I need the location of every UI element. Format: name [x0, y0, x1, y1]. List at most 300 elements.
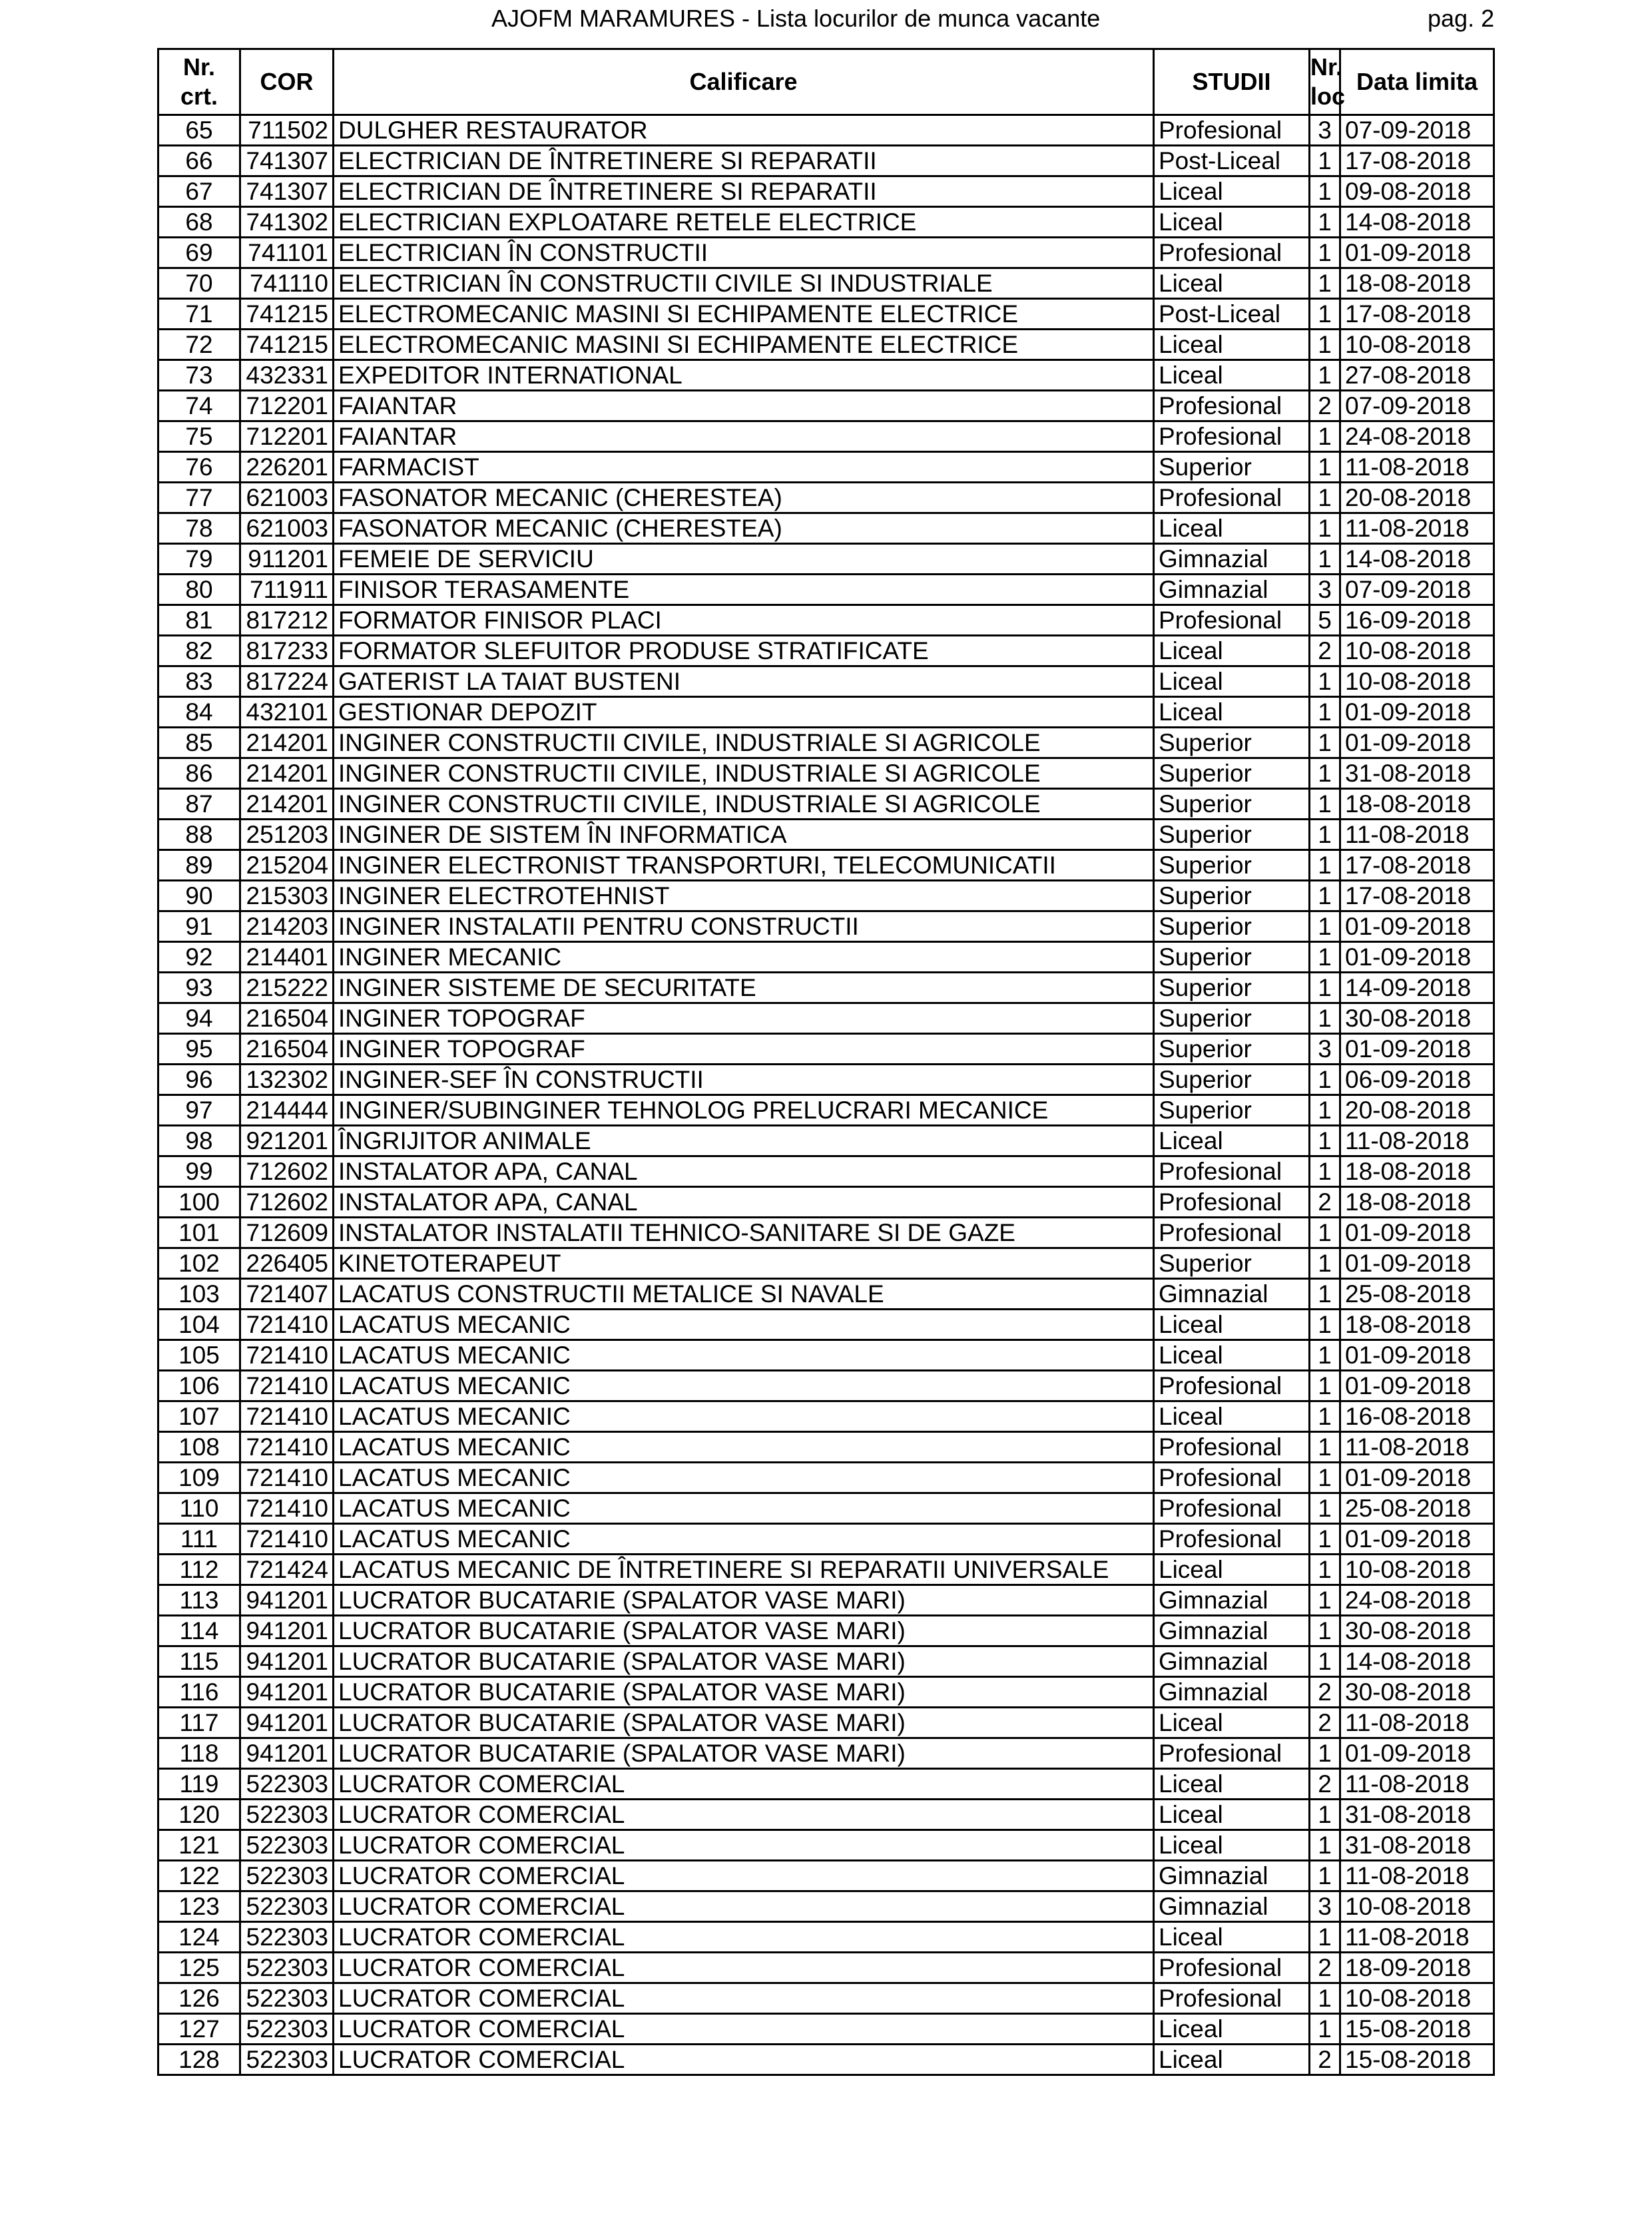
cell-calificare: KINETOTERAPEUT	[334, 1248, 1154, 1279]
table-row	[158, 1401, 1494, 1432]
cell-studii: Liceal	[1154, 697, 1310, 728]
cell-calificare: LUCRATOR COMERCIAL	[334, 2045, 1154, 2075]
cell-calificare: FINISOR TERASAMENTE	[334, 575, 1154, 605]
cell-cor: 522303	[240, 1953, 334, 1983]
cell-data-limita: 31-08-2018	[1340, 1830, 1494, 1861]
cell-studii: Gimnazial	[1154, 575, 1310, 605]
cell-studii: Profesional	[1154, 391, 1310, 421]
column-header-loc-line2: loc	[1310, 83, 1346, 110]
cell-studii: Profesional	[1154, 1493, 1310, 1524]
cell-studii: Liceal	[1154, 207, 1310, 238]
cell-nr-crt: 86	[158, 758, 240, 789]
cell-calificare: LUCRATOR COMERCIAL	[334, 1953, 1154, 1983]
cell-calificare: LACATUS MECANIC	[334, 1524, 1154, 1555]
cell-nr-crt: 75	[158, 421, 240, 452]
cell-calificare: INGINER MECANIC	[334, 942, 1154, 973]
cell-nr-crt: 82	[158, 636, 240, 666]
cell-studii: Liceal	[1154, 2045, 1310, 2075]
cell-data-limita: 30-08-2018	[1340, 1677, 1494, 1708]
cell-data-limita: 11-08-2018	[1340, 820, 1494, 850]
cell-nr-loc: 1	[1310, 1126, 1340, 1156]
cell-nr-loc: 1	[1310, 1585, 1340, 1616]
cell-studii: Profesional	[1154, 1432, 1310, 1463]
table-row	[158, 1065, 1494, 1095]
cell-data-limita: 17-08-2018	[1340, 850, 1494, 881]
table-row	[158, 605, 1494, 636]
cell-data-limita: 01-09-2018	[1340, 697, 1494, 728]
cell-calificare: LACATUS MECANIC	[334, 1493, 1154, 1524]
cell-studii: Profesional	[1154, 1218, 1310, 1248]
cell-cor: 941201	[240, 1585, 334, 1616]
cell-data-limita: 10-08-2018	[1340, 636, 1494, 666]
cell-nr-crt: 71	[158, 299, 240, 330]
table-row	[158, 1524, 1494, 1555]
cell-nr-loc: 1	[1310, 911, 1340, 942]
table-row	[158, 1953, 1494, 1983]
cell-nr-loc: 1	[1310, 544, 1340, 575]
table-row	[158, 1922, 1494, 1953]
table-row	[158, 575, 1494, 605]
cell-calificare: LUCRATOR BUCATARIE (SPALATOR VASE MARI)	[334, 1738, 1154, 1769]
table-row	[158, 146, 1494, 176]
cell-calificare: INGINER CONSTRUCTII CIVILE, INDUSTRIALE SI AGRICOLE	[334, 789, 1154, 820]
cell-nr-crt: 72	[158, 330, 240, 360]
cell-nr-loc: 1	[1310, 1463, 1340, 1493]
table-row	[158, 1279, 1494, 1310]
cell-studii: Superior	[1154, 789, 1310, 820]
cell-calificare: LUCRATOR COMERCIAL	[334, 1983, 1154, 2014]
cell-data-limita: 10-08-2018	[1340, 1983, 1494, 2014]
cell-nr-crt: 70	[158, 268, 240, 299]
cell-cor: 712609	[240, 1218, 334, 1248]
cell-nr-crt: 77	[158, 483, 240, 513]
cell-nr-loc: 1	[1310, 1738, 1340, 1769]
table-row	[158, 1463, 1494, 1493]
cell-nr-crt: 126	[158, 1983, 240, 2014]
cell-cor: 215303	[240, 881, 334, 911]
cell-studii: Liceal	[1154, 176, 1310, 207]
cell-nr-loc: 2	[1310, 1187, 1340, 1218]
cell-studii: Profesional	[1154, 1738, 1310, 1769]
cell-data-limita: 15-08-2018	[1340, 2014, 1494, 2045]
cell-nr-loc: 1	[1310, 1555, 1340, 1585]
table-row	[158, 452, 1494, 483]
cell-nr-loc: 1	[1310, 1983, 1340, 2014]
cell-cor: 721410	[240, 1463, 334, 1493]
cell-nr-loc: 3	[1310, 1034, 1340, 1065]
cell-data-limita: 10-08-2018	[1340, 330, 1494, 360]
table-row	[158, 1616, 1494, 1646]
table-row	[158, 1800, 1494, 1830]
table-row	[158, 789, 1494, 820]
cell-nr-crt: 112	[158, 1555, 240, 1585]
cell-nr-crt: 114	[158, 1616, 240, 1646]
cell-calificare: DULGHER RESTAURATOR	[334, 115, 1154, 146]
cell-cor: 522303	[240, 2045, 334, 2075]
cell-studii: Profesional	[1154, 1156, 1310, 1187]
cell-nr-loc: 2	[1310, 2045, 1340, 2075]
cell-nr-crt: 128	[158, 2045, 240, 2075]
cell-nr-crt: 88	[158, 820, 240, 850]
cell-nr-loc: 1	[1310, 1830, 1340, 1861]
cell-nr-crt: 107	[158, 1401, 240, 1432]
cell-calificare: LUCRATOR COMERCIAL	[334, 1800, 1154, 1830]
cell-cor: 621003	[240, 513, 334, 544]
table-row	[158, 299, 1494, 330]
table-row	[158, 115, 1494, 146]
cell-nr-loc: 1	[1310, 789, 1340, 820]
cell-cor: 712602	[240, 1187, 334, 1218]
cell-data-limita: 18-08-2018	[1340, 1187, 1494, 1218]
cell-nr-crt: 91	[158, 911, 240, 942]
cell-studii: Gimnazial	[1154, 1861, 1310, 1891]
cell-nr-crt: 65	[158, 115, 240, 146]
cell-nr-crt: 103	[158, 1279, 240, 1310]
table-row	[158, 1034, 1494, 1065]
cell-cor: 522303	[240, 2014, 334, 2045]
cell-nr-crt: 100	[158, 1187, 240, 1218]
cell-cor: 132302	[240, 1065, 334, 1095]
cell-studii: Profesional	[1154, 115, 1310, 146]
cell-studii: Superior	[1154, 1248, 1310, 1279]
table-row	[158, 1708, 1494, 1738]
cell-nr-crt: 81	[158, 605, 240, 636]
cell-studii: Liceal	[1154, 1340, 1310, 1371]
cell-cor: 712602	[240, 1156, 334, 1187]
table-row	[158, 911, 1494, 942]
cell-nr-loc: 1	[1310, 758, 1340, 789]
cell-studii: Gimnazial	[1154, 1279, 1310, 1310]
cell-calificare: LUCRATOR COMERCIAL	[334, 2014, 1154, 2045]
table-row	[158, 1340, 1494, 1371]
cell-cor: 721410	[240, 1310, 334, 1340]
cell-nr-loc: 1	[1310, 1095, 1340, 1126]
table-row	[158, 850, 1494, 881]
cell-studii: Gimnazial	[1154, 1677, 1310, 1708]
cell-data-limita: 11-08-2018	[1340, 513, 1494, 544]
cell-nr-loc: 2	[1310, 1708, 1340, 1738]
table-row	[158, 330, 1494, 360]
cell-studii: Superior	[1154, 820, 1310, 850]
cell-data-limita: 31-08-2018	[1340, 1800, 1494, 1830]
cell-studii: Liceal	[1154, 2014, 1310, 2045]
cell-nr-crt: 122	[158, 1861, 240, 1891]
table-row	[158, 758, 1494, 789]
cell-cor: 941201	[240, 1616, 334, 1646]
cell-cor: 522303	[240, 1891, 334, 1922]
cell-nr-crt: 87	[158, 789, 240, 820]
cell-nr-loc: 1	[1310, 238, 1340, 268]
cell-cor: 251203	[240, 820, 334, 850]
cell-nr-loc: 5	[1310, 605, 1340, 636]
column-header-nr-line2: crt.	[180, 83, 218, 110]
table-row	[158, 820, 1494, 850]
cell-nr-loc: 1	[1310, 1493, 1340, 1524]
cell-nr-crt: 123	[158, 1891, 240, 1922]
cell-cor: 721407	[240, 1279, 334, 1310]
cell-cor: 741101	[240, 238, 334, 268]
cell-nr-loc: 1	[1310, 207, 1340, 238]
table-row	[158, 697, 1494, 728]
table-row	[158, 1646, 1494, 1677]
cell-cor: 226201	[240, 452, 334, 483]
cell-studii: Profesional	[1154, 1371, 1310, 1401]
cell-studii: Profesional	[1154, 605, 1310, 636]
cell-nr-crt: 109	[158, 1463, 240, 1493]
cell-calificare: LACATUS MECANIC	[334, 1340, 1154, 1371]
cell-calificare: LACATUS MECANIC DE ÎNTRETINERE SI REPARATII UNIVERSALE	[334, 1555, 1154, 1585]
cell-data-limita: 06-09-2018	[1340, 1065, 1494, 1095]
cell-nr-loc: 1	[1310, 850, 1340, 881]
cell-nr-crt: 105	[158, 1340, 240, 1371]
cell-calificare: INGINER/SUBINGINER TEHNOLOG PRELUCRARI MECANICE	[334, 1095, 1154, 1126]
cell-calificare: LACATUS MECANIC	[334, 1432, 1154, 1463]
cell-studii: Liceal	[1154, 666, 1310, 697]
cell-calificare: LUCRATOR COMERCIAL	[334, 1830, 1154, 1861]
cell-calificare: LUCRATOR COMERCIAL	[334, 1922, 1154, 1953]
cell-nr-crt: 98	[158, 1126, 240, 1156]
cell-calificare: LUCRATOR COMERCIAL	[334, 1769, 1154, 1800]
cell-calificare: INGINER TOPOGRAF	[334, 1003, 1154, 1034]
cell-studii: Post-Liceal	[1154, 299, 1310, 330]
cell-nr-crt: 118	[158, 1738, 240, 1769]
table-row	[158, 1248, 1494, 1279]
cell-cor: 711502	[240, 115, 334, 146]
cell-nr-loc: 2	[1310, 1953, 1340, 1983]
cell-nr-crt: 111	[158, 1524, 240, 1555]
column-header-calificare: Calificare	[334, 49, 1154, 115]
cell-nr-crt: 79	[158, 544, 240, 575]
cell-calificare: LUCRATOR BUCATARIE (SPALATOR VASE MARI)	[334, 1708, 1154, 1738]
table-row	[158, 1095, 1494, 1126]
cell-studii: Gimnazial	[1154, 544, 1310, 575]
cell-data-limita: 17-08-2018	[1340, 146, 1494, 176]
cell-nr-loc: 1	[1310, 1003, 1340, 1034]
table-row	[158, 2045, 1494, 2075]
cell-cor: 522303	[240, 1800, 334, 1830]
cell-studii: Liceal	[1154, 1830, 1310, 1861]
table-row	[158, 421, 1494, 452]
cell-data-limita: 17-08-2018	[1340, 299, 1494, 330]
cell-nr-crt: 97	[158, 1095, 240, 1126]
cell-calificare: LUCRATOR BUCATARIE (SPALATOR VASE MARI)	[334, 1677, 1154, 1708]
cell-data-limita: 27-08-2018	[1340, 360, 1494, 391]
cell-nr-loc: 1	[1310, 483, 1340, 513]
cell-studii: Liceal	[1154, 330, 1310, 360]
page-header	[0, 0, 1652, 41]
table-row	[158, 1983, 1494, 2014]
cell-nr-crt: 115	[158, 1646, 240, 1677]
cell-data-limita: 24-08-2018	[1340, 1585, 1494, 1616]
cell-nr-loc: 1	[1310, 1371, 1340, 1401]
cell-nr-loc: 2	[1310, 1769, 1340, 1800]
cell-data-limita: 11-08-2018	[1340, 1922, 1494, 1953]
cell-cor: 817212	[240, 605, 334, 636]
cell-studii: Superior	[1154, 1003, 1310, 1034]
cell-cor: 721410	[240, 1493, 334, 1524]
cell-calificare: INGINER CONSTRUCTII CIVILE, INDUSTRIALE SI AGRICOLE	[334, 728, 1154, 758]
cell-nr-crt: 120	[158, 1800, 240, 1830]
cell-data-limita: 18-08-2018	[1340, 1310, 1494, 1340]
cell-studii: Liceal	[1154, 1922, 1310, 1953]
table-row	[158, 483, 1494, 513]
cell-nr-crt: 124	[158, 1922, 240, 1953]
cell-data-limita: 18-08-2018	[1340, 268, 1494, 299]
cell-calificare: FORMATOR FINISOR PLACI	[334, 605, 1154, 636]
cell-data-limita: 01-09-2018	[1340, 1371, 1494, 1401]
cell-calificare: INGINER ELECTRONIST TRANSPORTURI, TELECOMUNICATII	[334, 850, 1154, 881]
cell-calificare: INGINER DE SISTEM ÎN INFORMATICA	[334, 820, 1154, 850]
vacancies-table	[157, 48, 1495, 2076]
cell-data-limita: 25-08-2018	[1340, 1279, 1494, 1310]
cell-data-limita: 11-08-2018	[1340, 452, 1494, 483]
cell-nr-crt: 101	[158, 1218, 240, 1248]
cell-nr-loc: 1	[1310, 1922, 1340, 1953]
cell-cor: 216504	[240, 1003, 334, 1034]
cell-studii: Liceal	[1154, 1708, 1310, 1738]
cell-nr-crt: 96	[158, 1065, 240, 1095]
cell-nr-loc: 1	[1310, 1800, 1340, 1830]
cell-cor: 941201	[240, 1708, 334, 1738]
cell-nr-crt: 106	[158, 1371, 240, 1401]
cell-data-limita: 14-08-2018	[1340, 1646, 1494, 1677]
cell-data-limita: 14-08-2018	[1340, 544, 1494, 575]
cell-nr-crt: 76	[158, 452, 240, 483]
cell-data-limita: 07-09-2018	[1340, 115, 1494, 146]
table-row	[158, 1891, 1494, 1922]
cell-nr-loc: 1	[1310, 973, 1340, 1003]
cell-nr-crt: 116	[158, 1677, 240, 1708]
cell-cor: 522303	[240, 1769, 334, 1800]
cell-studii: Gimnazial	[1154, 1646, 1310, 1677]
cell-cor: 721410	[240, 1401, 334, 1432]
cell-studii: Liceal	[1154, 636, 1310, 666]
cell-calificare: LACATUS MECANIC	[334, 1371, 1154, 1401]
column-header-loc-line1: Nr.	[1310, 53, 1343, 81]
cell-cor: 712201	[240, 421, 334, 452]
cell-cor: 741307	[240, 176, 334, 207]
cell-data-limita: 09-08-2018	[1340, 176, 1494, 207]
cell-calificare: ELECTRICIAN ÎN CONSTRUCTII CIVILE SI INDUSTRIALE	[334, 268, 1154, 299]
cell-nr-loc: 1	[1310, 330, 1340, 360]
cell-studii: Gimnazial	[1154, 1616, 1310, 1646]
cell-nr-loc: 1	[1310, 942, 1340, 973]
cell-cor: 721410	[240, 1371, 334, 1401]
cell-cor: 216504	[240, 1034, 334, 1065]
cell-nr-loc: 3	[1310, 115, 1340, 146]
cell-studii: Profesional	[1154, 421, 1310, 452]
cell-studii: Superior	[1154, 452, 1310, 483]
cell-data-limita: 01-09-2018	[1340, 1248, 1494, 1279]
cell-nr-crt: 125	[158, 1953, 240, 1983]
cell-calificare: ELECTRICIAN EXPLOATARE RETELE ELECTRICE	[334, 207, 1154, 238]
cell-nr-loc: 1	[1310, 360, 1340, 391]
cell-data-limita: 01-09-2018	[1340, 1218, 1494, 1248]
cell-calificare: LACATUS MECANIC	[334, 1463, 1154, 1493]
cell-data-limita: 14-08-2018	[1340, 207, 1494, 238]
cell-nr-loc: 1	[1310, 299, 1340, 330]
cell-cor: 522303	[240, 1983, 334, 2014]
cell-cor: 721410	[240, 1340, 334, 1371]
cell-calificare: INGINER SISTEME DE SECURITATE	[334, 973, 1154, 1003]
cell-studii: Gimnazial	[1154, 1891, 1310, 1922]
cell-data-limita: 10-08-2018	[1340, 1891, 1494, 1922]
column-header-nr-loc	[1310, 49, 1346, 115]
table-row	[158, 1493, 1494, 1524]
cell-calificare: ELECTRICIAN DE ÎNTRETINERE SI REPARATII	[334, 146, 1154, 176]
cell-cor: 214201	[240, 789, 334, 820]
cell-cor: 941201	[240, 1738, 334, 1769]
cell-nr-crt: 102	[158, 1248, 240, 1279]
cell-data-limita: 31-08-2018	[1340, 758, 1494, 789]
table-row	[158, 207, 1494, 238]
cell-studii: Liceal	[1154, 360, 1310, 391]
cell-cor: 214444	[240, 1095, 334, 1126]
table-row	[158, 1769, 1494, 1800]
cell-calificare: FAIANTAR	[334, 421, 1154, 452]
cell-nr-loc: 1	[1310, 697, 1340, 728]
cell-calificare: INGINER TOPOGRAF	[334, 1034, 1154, 1065]
cell-nr-crt: 117	[158, 1708, 240, 1738]
column-header-nr-line1: Nr.	[182, 53, 216, 81]
cell-cor: 721410	[240, 1432, 334, 1463]
cell-cor: 215222	[240, 973, 334, 1003]
cell-nr-loc: 1	[1310, 452, 1340, 483]
cell-data-limita: 18-09-2018	[1340, 1953, 1494, 1983]
cell-calificare: LUCRATOR BUCATARIE (SPALATOR VASE MARI)	[334, 1585, 1154, 1616]
cell-nr-crt: 68	[158, 207, 240, 238]
column-header-cor: COR	[240, 49, 334, 115]
cell-studii: Superior	[1154, 881, 1310, 911]
cell-nr-loc: 1	[1310, 1248, 1340, 1279]
cell-studii: Superior	[1154, 942, 1310, 973]
cell-cor: 215204	[240, 850, 334, 881]
cell-nr-loc: 1	[1310, 1218, 1340, 1248]
cell-nr-loc: 1	[1310, 1432, 1340, 1463]
cell-nr-loc: 1	[1310, 1524, 1340, 1555]
cell-cor: 941201	[240, 1646, 334, 1677]
cell-cor: 522303	[240, 1830, 334, 1861]
cell-cor: 712201	[240, 391, 334, 421]
cell-studii: Post-Liceal	[1154, 146, 1310, 176]
cell-studii: Superior	[1154, 728, 1310, 758]
cell-data-limita: 11-08-2018	[1340, 1708, 1494, 1738]
table-row	[158, 1830, 1494, 1861]
cell-calificare: FAIANTAR	[334, 391, 1154, 421]
cell-nr-loc: 1	[1310, 2014, 1340, 2045]
cell-data-limita: 01-09-2018	[1340, 1463, 1494, 1493]
table-row	[158, 1432, 1494, 1463]
cell-studii: Superior	[1154, 1095, 1310, 1126]
cell-nr-crt: 104	[158, 1310, 240, 1340]
cell-studii: Liceal	[1154, 1401, 1310, 1432]
cell-calificare: INSTALATOR APA, CANAL	[334, 1187, 1154, 1218]
cell-calificare: FASONATOR MECANIC (CHERESTEA)	[334, 483, 1154, 513]
table-row	[158, 1861, 1494, 1891]
cell-studii: Gimnazial	[1154, 1585, 1310, 1616]
cell-studii: Liceal	[1154, 1769, 1310, 1800]
table-row	[158, 391, 1494, 421]
cell-nr-crt: 90	[158, 881, 240, 911]
cell-cor: 921201	[240, 1126, 334, 1156]
cell-data-limita: 01-09-2018	[1340, 911, 1494, 942]
cell-data-limita: 30-08-2018	[1340, 1616, 1494, 1646]
cell-nr-crt: 66	[158, 146, 240, 176]
cell-nr-loc: 1	[1310, 421, 1340, 452]
cell-nr-loc: 1	[1310, 728, 1340, 758]
cell-calificare: INGINER-SEF ÎN CONSTRUCTII	[334, 1065, 1154, 1095]
cell-data-limita: 01-09-2018	[1340, 238, 1494, 268]
